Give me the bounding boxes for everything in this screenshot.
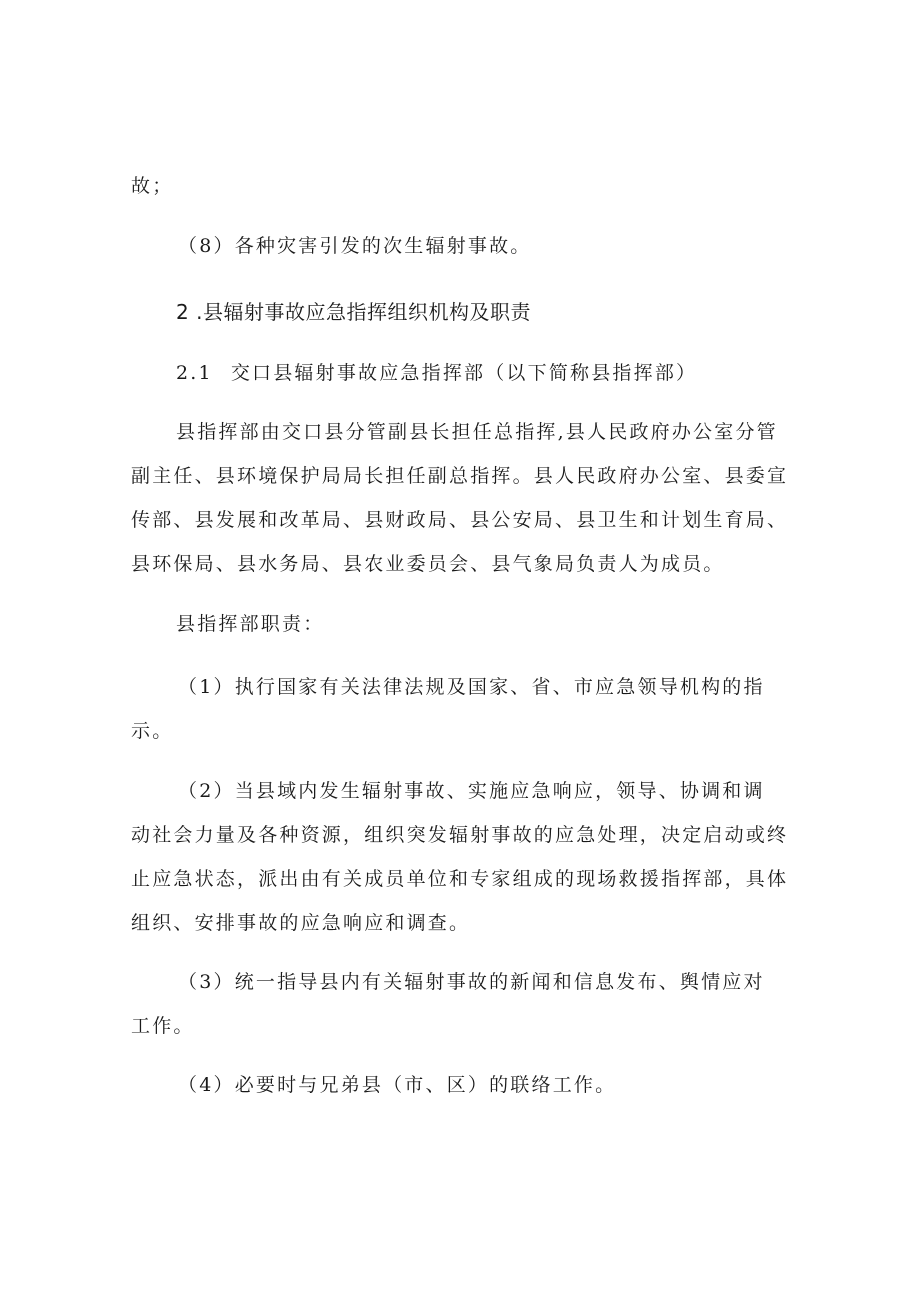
composition-line-4: 县环保局、县水务局、县农业委员会、县气象局负责人为成员。 [131,553,725,575]
duty-3-line-2: 工作。 [131,1015,195,1037]
section-2-1-heading [176,361,697,385]
section-2-1-title: 交口县辐射事故应急指挥部（以下简称县指挥部） [230,362,698,384]
duty-4: （4）必要时与兄弟县（市、区）的联络工作。 [178,1074,617,1096]
section-2-title: .县辐射事故应急指挥组织机构及职责 [196,300,531,324]
section-2-heading [176,300,531,324]
duty-2-line-1: （2）当县域内发生辐射事故、实施应急响应，领导、协调和调 [178,780,765,802]
list-item-8: （8）各种灾害引发的次生辐射事故。 [178,235,532,257]
duty-2-line-4: 组织、安排事故的应急响应和调查。 [131,912,471,934]
duty-3-line-1: （3）统一指导县内有关辐射事故的新闻和信息发布、舆情应对 [178,971,765,993]
duty-2-line-2: 动社会力量及各种资源，组织突发辐射事故的应急处理，决定启动或终 [131,824,789,846]
duty-2-line-3: 止应急状态，派出由有关成员单位和专家组成的现场救援指挥部，具体 [131,868,789,890]
continuation-line: 故； [131,175,174,197]
duty-1-line-1: （1）执行国家有关法律法规及国家、省、市应急领导机构的指 [178,676,765,698]
section-2-number: 2 [176,300,190,324]
duty-1-line-2: 示。 [131,720,174,742]
duties-heading: 县指挥部职责： [176,613,325,635]
composition-line-3: 传部、县发展和改革局、县财政局、县公安局、县卫生和计划生育局、 [131,509,789,531]
section-2-1-number: 2.1 [176,362,213,384]
composition-line-2: 副主任、县环境保护局局长担任副总指挥。县人民政府办公室、县委宣 [131,465,789,487]
composition-line-1: 县指挥部由交口县分管副县长担任总指挥,县人民政府办公室分管 [176,421,778,443]
